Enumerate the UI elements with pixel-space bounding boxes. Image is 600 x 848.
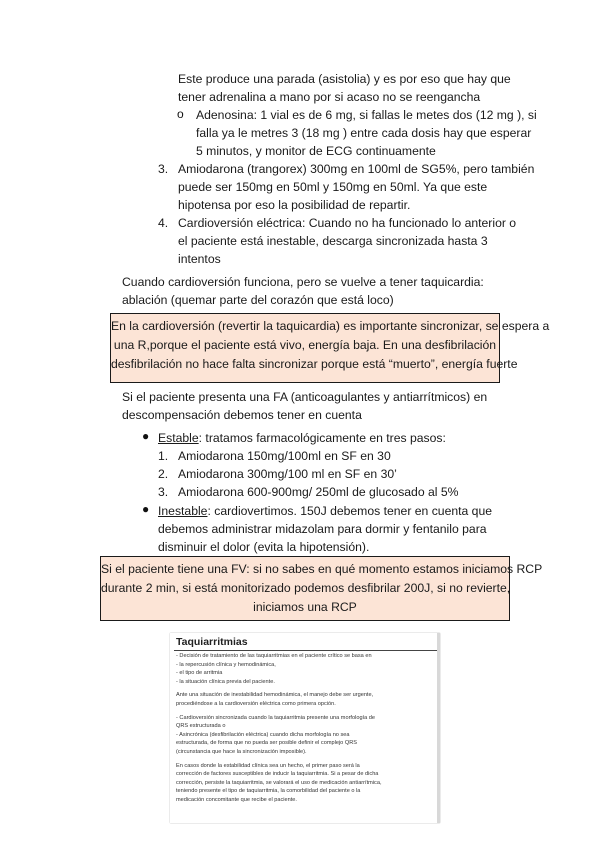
box-line: desfibrilación no hace falta sincronizar porque está “muerto”, energía fuerte [111,357,518,371]
box-line: durante 2 min, si está monitorizado podemos desfibrilar 200J, si no revierte, [101,581,511,595]
figure-line: - el tipo de arritmia [176,670,223,677]
estable-step: Amiodarona 150mg/100ml en SF en 30 [178,449,391,463]
item3-line: puede ser 150mg en 50ml y 150mg en 50ml. Ya que este [178,180,488,194]
figure-line: estructurada, de forma que no pueda ser posible definir el complejo QRS [176,740,357,747]
figure-line: - la situación clínica previa del paciente. [176,678,275,685]
inestable-line: disminuir el dolor (evita la hipotensión). [158,540,370,554]
figure-line: medicación concomitante que recibe el paciente. [176,797,297,803]
inestable-label: Inestable [158,504,208,518]
adenosina-line: 5 minutos, y monitor de ECG continuamente [196,144,436,158]
taquiarritmias-figure [170,633,440,823]
figure-edge [437,633,440,823]
item4-line: intentos [178,252,221,266]
list-number: 3. [158,485,169,499]
list-number: 3. [158,162,169,176]
item3-line: Amiodarona (trangorex) 300mg en 100ml de SG5%, pero también [178,162,535,176]
adenosina-line: falla ya le metres 3 (18 mg ) entre cada dosis hay que esperar [196,126,532,140]
cardioversion-note-box [110,313,550,383]
adenosina-line: Adenosina: 1 vial es de 6 mg, si fallas le metes dos (12 mg ), si [196,108,537,122]
text-line: Este produce una parada (asistolia) y es por eso que hay que [178,72,511,86]
bullet-icon: ● [142,429,150,443]
fa-intro-line: descompensación debemos tener en cuenta [122,408,362,422]
figure-line: - Decisión de tratamiento de las taquiarritmias en el paciente crítico se basa en [176,653,372,659]
figure-line: corrección, persiste la taquiarritmia, se valorará el uso de medicación antiarrítmica, [176,779,382,786]
list-number: 1. [158,449,169,463]
figure-line: teniendo presente el tipo de taquiarritmia, la comorbilidad del paciente o la [176,788,361,795]
box-line: Si el paciente tiene una FV: si no sabes en qué momento estamos iniciamos RCP [101,562,543,576]
list-number: 2. [158,467,169,481]
item4-line: el paciente está inestable, descarga sincronizada hasta 3 [178,234,488,248]
figure-line: (circunstancia que hace la sincronización imposible). [176,749,307,755]
bullet-icon: ● [142,502,150,516]
box-line: una R,porque el paciente está vivo, energía baja. En una desfibrilación [113,338,497,352]
figure-line: - Cardioversión sincronizada cuando la taquiarritmia presente una morfología de [176,714,375,721]
figure-line: corrección de factores susceptibles de inducir la taquiarritmia. Si a pesar de dicha [176,771,379,778]
figure-line: En casos donde la estabilidad clínica sea un hecho, el primer paso será la [176,762,360,769]
fv-note-box [100,556,543,621]
estable-rest: : tratamos farmacológicamente en tres pasos: [198,431,446,445]
estable-label: Estable [158,431,199,445]
item3-line: hipotensa por eso la posibilidad de repartir. [178,198,411,212]
box-line: En la cardioversión (revertir la taquicardia) es importante sincronizar, se espera a [111,319,550,333]
estable-line [158,429,446,447]
inestable-line [158,502,492,520]
ablation-line: ablación (quemar parte del corazón que está loco) [122,293,394,307]
item4-line: Cardioversión eléctrica: Cuando no ha funcionado lo anterior o [178,216,517,230]
figure-line: Ante una situación de inestabilidad hemodinámica, el manejo debe ser urgente, [176,692,374,699]
inestable-rest: : cardiovertimos. 150J debemos tener en cuenta que [207,504,493,518]
ablation-line: Cuando cardioversión funciona, pero se vuelve a tener taquicardia: [122,275,484,289]
figure-title: Taquiarritmias [176,636,248,648]
list-number: 4. [158,216,169,230]
estable-step: Amiodarona 300mg/100 ml en SF en 30’ [178,467,397,481]
figure-line: QRS estructurada o [176,723,226,730]
figure-rule [174,650,438,651]
figure-line: procediéndose a la cardioversión eléctrica como primera opción. [176,701,336,707]
inestable-line: debemos administrar midazolam para dormir y fentanilo para [158,522,487,536]
text-line: tener adrenalina a mano por si acaso no se reenganchа [178,90,481,104]
box-line: iniciamos una RCP [253,600,357,614]
fa-intro-line: Si el paciente presenta una FA (anticoagulantes y antiarrítmicos) en [122,390,488,404]
circle-bullet-icon: o [177,107,184,121]
figure-line: - Asincrónica (desfibrilación eléctrica) cuando dicha morfología no sea [176,731,350,738]
estable-step: Amiodarona 600-900mg/ 250ml de glucosado al 5% [178,485,459,499]
figure-line: - la repercusión clínica y hemodinámica, [176,661,276,668]
